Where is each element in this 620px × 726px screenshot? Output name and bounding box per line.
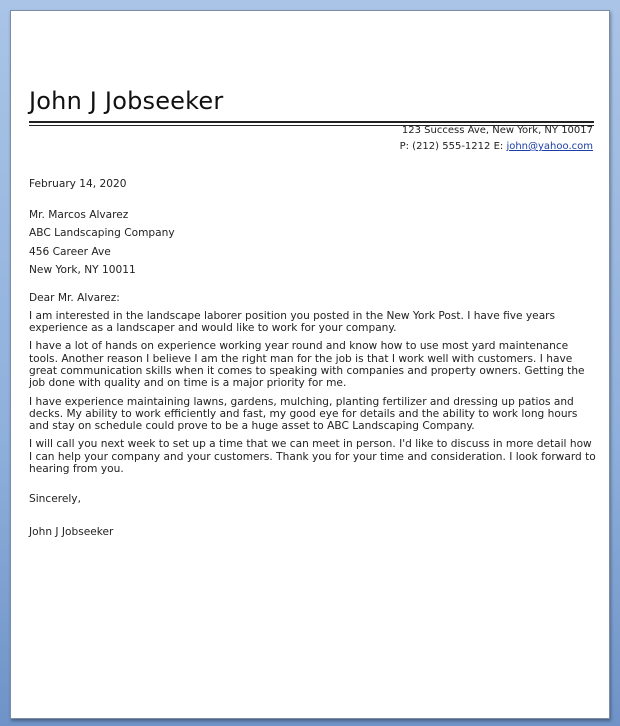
letter-body	[29, 175, 597, 544]
letter-page	[10, 10, 610, 719]
header-rule	[29, 121, 594, 123]
paragraph: I will call you next week to set up a time that we can meet in person. I'd like to discuss in more detail how I can help your company and your customers. Thank you for your time and consideration. I look forward to hearing from you.	[29, 438, 596, 476]
recipient-line: New York, NY 10011	[29, 264, 136, 276]
paragraph: I have a lot of hands on experience working year round and know how to use most yard maintenance tools. Another reason I believe I am the right man for the job is that I work well with customers. I have great communication skills when it comes to speaking with companies and property owners. Getting the job done with quality and on time is a major priority for me.	[29, 340, 585, 390]
email-link[interactable]: john@yahoo.com	[506, 141, 593, 152]
recipient-line: ABC Landscaping Company	[29, 227, 175, 239]
recipient-block	[29, 206, 597, 280]
address: 123 Success Ave, New York, NY 10017	[401, 125, 593, 136]
salutation: Dear Mr. Alvarez:	[29, 291, 120, 304]
contact-line	[400, 141, 593, 152]
paragraph: I have experience maintaining lawns, gardens, mulching, planting fertilizer and dressing up patios and decks. My ability to work efficiently and fast, my good eye for details and the ability to work long hours and stay on schedule could prove to be a huge asset to ABC Landscaping Company.	[29, 395, 578, 433]
recipient-line: Mr. Marcos Alvarez	[29, 208, 129, 221]
date: February 14, 2020	[29, 178, 127, 190]
recipient-line: 456 Career Ave	[29, 245, 111, 258]
closing: Sincerely,	[29, 493, 81, 506]
phone-text: P: (212) 555-1212 E:	[399, 141, 507, 152]
paragraph: I am interested in the landscape laborer position you posted in the New York Post. I have five years experience as a landscaper and would like to work for your company.	[29, 309, 556, 335]
applicant-name: John J Jobseeker	[29, 87, 224, 115]
signature: John J Jobseeker	[29, 525, 114, 538]
